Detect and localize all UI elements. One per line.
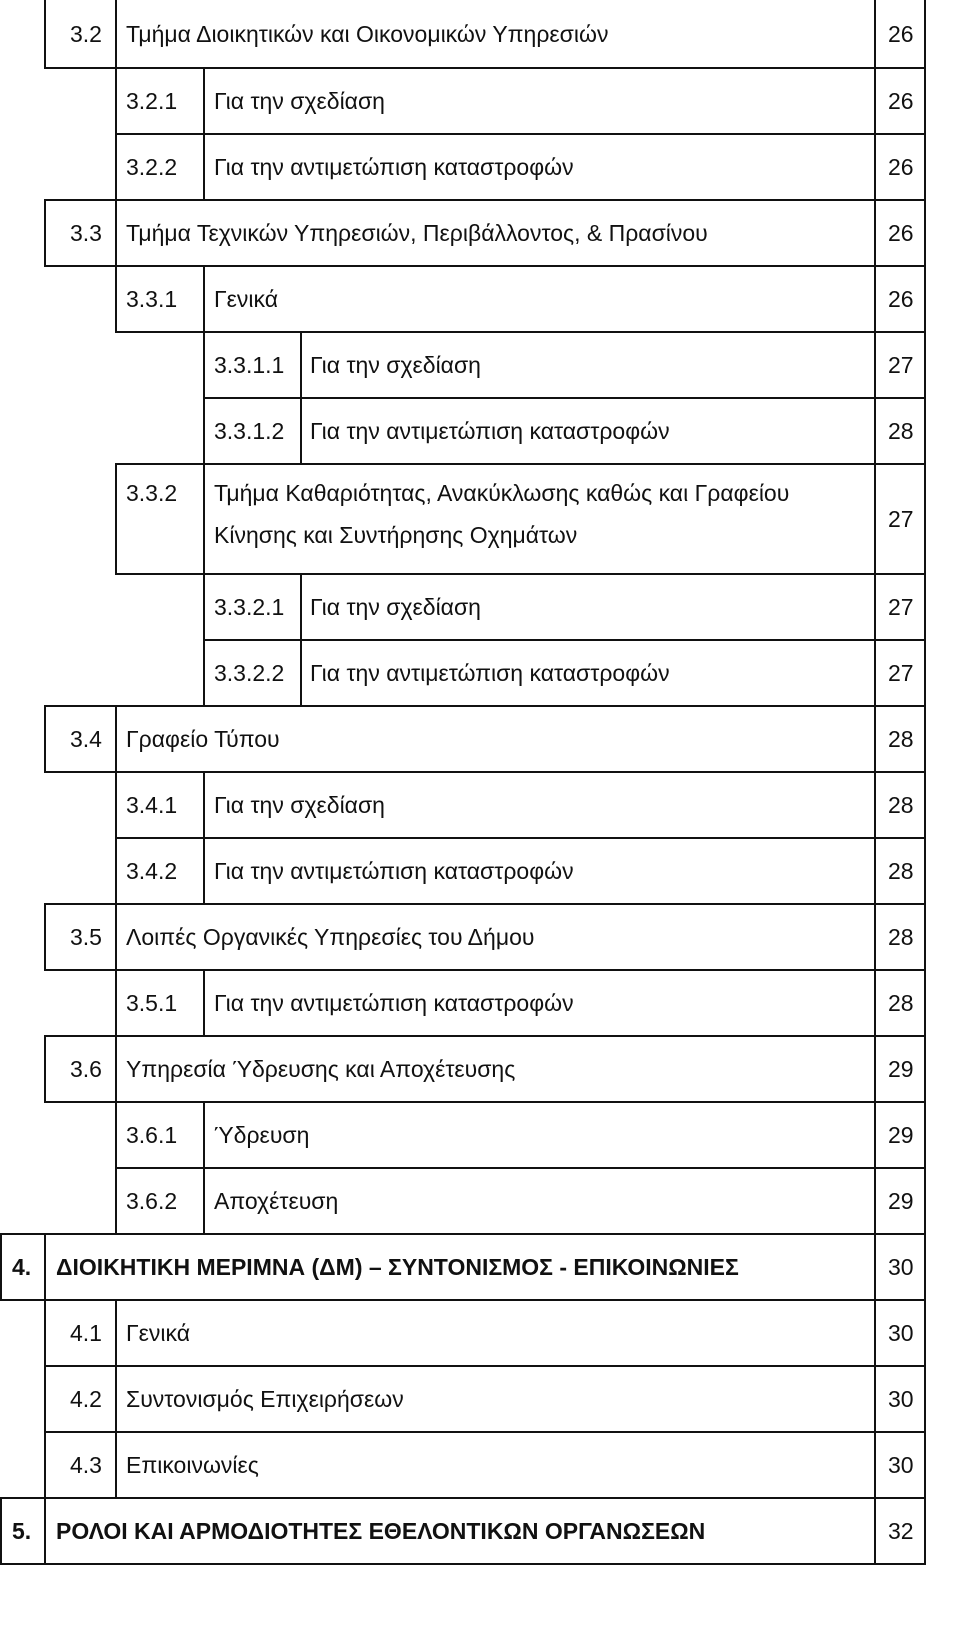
toc-page-number: 27 [888,506,914,532]
toc-page-number: 27 [888,352,914,378]
toc-title: Τμήμα Τεχνικών Υπηρεσιών, Περιβάλλοντος, & Πρασίνου [126,220,708,246]
column-divider [115,1102,117,1168]
column-divider [924,1036,926,1102]
toc-row[interactable] [0,0,960,68]
column-divider [924,332,926,398]
toc-number: 5. [12,1518,32,1544]
column-divider [203,574,205,640]
column-divider [874,464,876,574]
toc-title: ΔΙΟΙΚΗΤΙΚΗ ΜΕΡΙΜΝΑ (ΔΜ) – ΣΥΝΤΟΝΙΣΜΟΣ - ΕΠΙΚΟΙΝΩΝΙΕΣ [56,1254,739,1280]
column-divider [203,68,205,134]
column-divider [44,1366,46,1432]
toc-number: 3.6 [70,1056,102,1082]
column-divider [300,574,302,640]
column-divider [874,574,876,640]
column-divider [0,1498,2,1564]
toc-row[interactable] [0,1036,960,1102]
toc-row[interactable] [0,772,960,838]
column-divider [203,134,205,200]
column-divider [924,1498,926,1564]
column-divider [115,1036,117,1102]
column-divider [203,970,205,1036]
column-divider [924,838,926,904]
column-divider [924,1300,926,1366]
toc-page-number: 28 [888,990,914,1016]
toc-number: 3.3.2.2 [214,660,285,686]
column-divider [44,1234,46,1300]
toc-title: Για την σχεδίαση [214,88,385,114]
toc-title: Για την σχεδίαση [310,352,481,378]
column-divider [203,1102,205,1168]
column-divider [115,464,117,574]
column-divider [115,134,117,200]
toc-page-number: 28 [888,924,914,950]
toc-row[interactable] [0,838,960,904]
column-divider [874,134,876,200]
column-divider [44,904,46,970]
toc-title: Λοιπές Οργανικές Υπηρεσίες του Δήμου [126,924,535,950]
toc-title: Συντονισμός Επιχειρήσεων [126,1386,404,1412]
column-divider [874,1036,876,1102]
column-divider [115,1300,117,1366]
toc-row[interactable] [0,574,960,640]
column-divider [300,398,302,464]
column-divider [924,1102,926,1168]
toc-title-continuation: Κίνησης και Συντήρησης Οχημάτων [214,522,578,548]
toc-number: 3.3.1 [126,286,178,312]
column-divider [44,1036,46,1102]
toc-title: Γραφείο Τύπου [126,726,280,752]
column-divider [924,464,926,574]
column-divider [115,838,117,904]
column-divider [115,970,117,1036]
column-divider [203,640,205,706]
toc-page-number: 29 [888,1122,914,1148]
toc-page-number: 26 [888,21,914,47]
toc-number: 3.5 [70,924,102,950]
column-divider [874,1102,876,1168]
column-divider [874,200,876,266]
column-divider [115,266,117,332]
column-divider [924,772,926,838]
column-divider [874,332,876,398]
toc-number: 3.4 [70,726,102,752]
toc-title: ΡΟΛΟΙ ΚΑΙ ΑΡΜΟΔΙΟΤΗΤΕΣ ΕΘΕΛΟΝΤΙΚΩΝ ΟΡΓΑΝΩΣΕΩΝ [56,1518,706,1544]
column-divider [300,640,302,706]
column-divider [874,68,876,134]
column-divider [924,1366,926,1432]
toc-number: 3.6.2 [126,1188,178,1214]
column-divider [115,200,117,266]
toc-row[interactable] [0,1366,960,1432]
column-divider [874,1366,876,1432]
column-divider [924,134,926,200]
toc-title: Για την σχεδίαση [310,594,481,620]
toc-row[interactable] [0,266,960,332]
column-divider [115,0,117,68]
column-divider [203,772,205,838]
toc-title: Για την αντιμετώπιση καταστροφών [214,990,574,1016]
toc-page-number: 26 [888,88,914,114]
toc-title: Αποχέτευση [214,1188,339,1214]
toc-title: Υπηρεσία Ύδρευσης και Αποχέτευσης [126,1056,516,1082]
toc-page-number: 26 [888,154,914,180]
column-divider [115,1168,117,1234]
toc-row[interactable] [0,706,960,772]
toc-page-number: 30 [888,1452,914,1478]
column-divider [924,68,926,134]
toc-page-number: 26 [888,220,914,246]
column-divider [203,838,205,904]
column-divider [44,1498,46,1564]
column-divider [203,332,205,398]
column-divider [924,398,926,464]
column-divider [115,904,117,970]
column-divider [924,706,926,772]
toc-title: Τμήμα Καθαριότητας, Ανακύκλωσης καθώς και Γραφείου [214,480,790,506]
column-divider [115,68,117,134]
column-divider [44,200,46,266]
toc-row[interactable] [0,398,960,464]
toc-row[interactable] [0,200,960,266]
column-divider [874,1300,876,1366]
column-divider [115,1432,117,1498]
column-divider [874,706,876,772]
column-divider [924,0,926,68]
toc-title: Ύδρευση [214,1122,310,1148]
toc-number: 3.4.1 [126,792,178,818]
toc-row[interactable] [0,970,960,1036]
toc-row[interactable] [0,1432,960,1498]
toc-row[interactable] [0,1498,960,1564]
toc-title: Για την αντιμετώπιση καταστροφών [310,660,670,686]
toc-row[interactable] [0,1300,960,1366]
toc-number: 3.2.1 [126,88,178,114]
column-divider [115,706,117,772]
toc-page-number: 29 [888,1188,914,1214]
toc-number: 3.3.1.1 [214,352,285,378]
column-divider [874,1432,876,1498]
column-divider [924,1234,926,1300]
column-divider [924,266,926,332]
toc-number: 3.3.2.1 [214,594,285,620]
column-divider [0,1234,2,1300]
toc-number: 4.1 [70,1320,102,1346]
toc-title: Επικοινωνίες [126,1452,259,1478]
column-divider [203,1168,205,1234]
toc-page-number: 28 [888,792,914,818]
column-divider [203,266,205,332]
toc-page-number: 28 [888,858,914,884]
column-divider [924,904,926,970]
column-divider [44,706,46,772]
column-divider [874,838,876,904]
toc-number: 3.2.2 [126,154,178,180]
toc-number: 3.3.2 [126,480,178,506]
column-divider [924,1432,926,1498]
toc-row[interactable] [0,68,960,134]
column-divider [874,970,876,1036]
toc-page-number: 27 [888,594,914,620]
column-divider [115,1366,117,1432]
toc-number: 3.6.1 [126,1122,178,1148]
toc-number: 3.3 [70,220,102,246]
toc-row[interactable] [0,1168,960,1234]
toc-page-number: 28 [888,726,914,752]
toc-row[interactable] [0,1234,960,1300]
column-divider [115,772,117,838]
toc-row[interactable] [0,332,960,398]
toc-page-number: 26 [888,286,914,312]
toc-row[interactable] [0,1102,960,1168]
column-divider [924,200,926,266]
column-divider [874,904,876,970]
toc-row[interactable] [0,134,960,200]
toc-number: 4. [12,1254,32,1280]
toc-row[interactable] [0,904,960,970]
column-divider [874,0,876,68]
toc-page-number: 27 [888,660,914,686]
toc-number: 3.5.1 [126,990,178,1016]
toc-row[interactable] [0,464,960,574]
toc-number: 4.3 [70,1452,102,1478]
toc-page-number: 30 [888,1254,914,1280]
toc-title: Για την αντιμετώπιση καταστροφών [214,858,574,884]
toc-page-number: 30 [888,1320,914,1346]
column-divider [874,1498,876,1564]
column-divider [924,1168,926,1234]
column-divider [44,1300,46,1366]
toc-title: Γενικά [126,1320,191,1346]
row-divider [0,1563,926,1565]
toc-row[interactable] [0,640,960,706]
column-divider [44,0,46,68]
column-divider [203,398,205,464]
toc-title: Για την αντιμετώπιση καταστροφών [214,154,574,180]
column-divider [203,464,205,574]
column-divider [874,266,876,332]
toc-page-number: 28 [888,418,914,444]
toc-number: 4.2 [70,1386,102,1412]
column-divider [874,398,876,464]
toc-number: 3.3.1.2 [214,418,285,444]
column-divider [924,574,926,640]
column-divider [924,640,926,706]
toc-title: Τμήμα Διοικητικών και Οικονομικών Υπηρεσιών [126,21,609,47]
toc-number: 3.4.2 [126,858,178,884]
column-divider [300,332,302,398]
toc-page-number: 32 [888,1518,914,1544]
column-divider [874,1168,876,1234]
column-divider [924,970,926,1036]
toc-page-number: 30 [888,1386,914,1412]
toc-title: Για την αντιμετώπιση καταστροφών [310,418,670,444]
toc-number: 3.2 [70,21,102,47]
toc-title: Γενικά [214,286,279,312]
toc-title: Για την σχεδίαση [214,792,385,818]
column-divider [44,1432,46,1498]
column-divider [874,1234,876,1300]
column-divider [874,772,876,838]
column-divider [874,640,876,706]
toc-page-number: 29 [888,1056,914,1082]
